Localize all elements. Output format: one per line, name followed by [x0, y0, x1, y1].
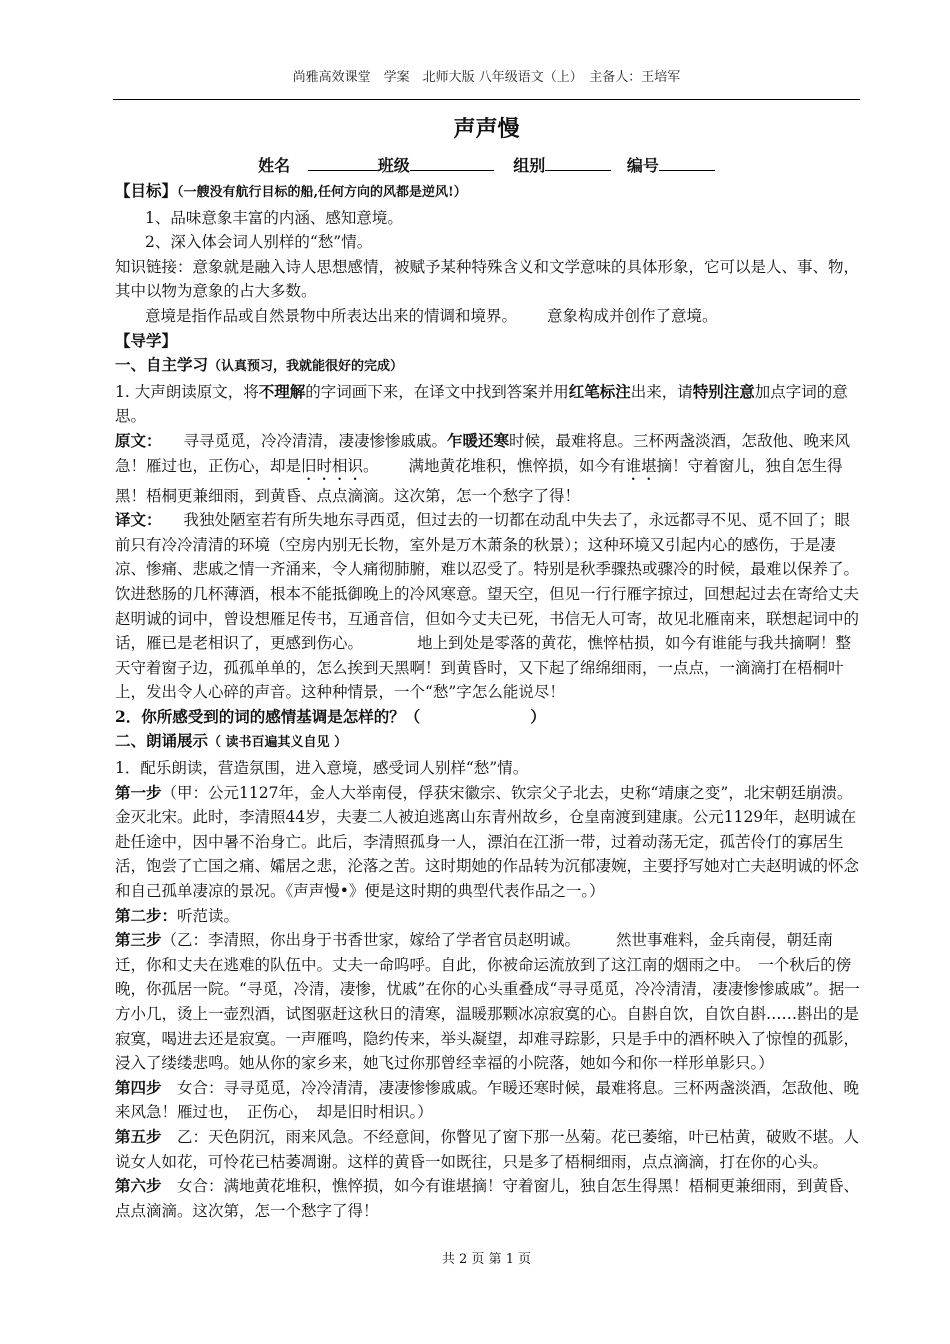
step-label: 第六步 — [115, 1176, 162, 1196]
step-6 — [115, 1174, 862, 1223]
poem-dotted: 旧时相识 — [301, 456, 364, 475]
page-title: 声声慢 — [453, 116, 520, 142]
step-5 — [115, 1125, 862, 1174]
q2-end: ） — [530, 706, 546, 726]
question-2 — [115, 705, 862, 730]
step-4 — [115, 1076, 862, 1125]
goal-item-2: 2、深入体会词人别样的“愁”情。 — [145, 233, 373, 252]
section1-heading — [115, 353, 862, 380]
section2-title: 二、朗诵展示 — [115, 731, 209, 751]
group-field[interactable] — [545, 156, 611, 171]
question-1 — [115, 380, 862, 429]
class-label: 班级 — [377, 156, 410, 175]
section1-note: （认真预习，我就能很好的完成） — [208, 359, 404, 375]
q1-emph: 不理解 — [258, 381, 306, 401]
name-field[interactable] — [308, 156, 378, 171]
number-label: 编号 — [626, 156, 659, 175]
goal-motto: （一艘没有航行目标的船,任何方向的风都是逆风!） — [177, 185, 467, 200]
step-1 — [115, 781, 862, 904]
page-header: 尚雅高效课堂 学案 北师大版 八年级语文（上） 主备人：王培军 — [292, 70, 681, 85]
name-label: 姓名 — [258, 156, 291, 175]
original-label: 原文： — [115, 430, 162, 450]
q1-part: 1. 大声朗读原文，将 — [115, 382, 259, 401]
step-text: 乙：天色阴沉，雨来风急。不经意间，你瞥见了窗下那一丛菊。花已萎缩，叶已枯黄，破败不堪。人说女人如花，可怜花已枯萎凋谢。这样的黄昏一如既往，只是多了梧桐细雨，点点滴滴，打在你的心头。 — [115, 1127, 860, 1171]
step-2 — [115, 904, 862, 929]
artistic-conception — [115, 304, 862, 329]
name-row — [113, 153, 860, 176]
step-label: 第二步： — [115, 905, 178, 925]
step-text: 然世事难料，金兵南侵，朝廷南迁，你和丈夫在逃难的队伍中。丈夫一命呜呼。自此，你被命运流放到了这江南的烟雨之中。 一个秋后的傍晚，你孤居一院。“寻觅，冷清，凄惨，忧戚”在你的心头重叠成“寻寻觅觅，冷冷清清，凄凄惨惨戚戚”。据一方小几，烫上一壶烈酒，试图驱赶这秋日的清寒，温暖那颗冰凉寂寞的心。自斟自饮，自饮自斟……斟出的是寂寞，喝进去还是寂寞。一声雁鸣，隐约传来，举头凝望，却难寻踪影，只是手中的酒杯映入了惊惶的孤影，浸入了缕缕悲鸣。她从你的家乡来，她飞过你那曾经幸福的小院落，她如今和你一样形单影只。） — [115, 931, 860, 1073]
poem-dotted: 谁堪 — [625, 456, 657, 475]
section2-heading — [115, 729, 862, 756]
guide-heading: 【导学】 — [115, 330, 178, 350]
artistic-text: 意境是指作品或自然景物中所表达出来的情调和境界。 — [145, 306, 518, 325]
q1-part: 加点字词的意思。 — [115, 382, 848, 426]
translation-part: 我独处陋室若有所失地东寻西觅，但过去的一切都在动乱中失去了，永远都寻不见、觅不回了；眼前只有冷冷清清的环境（空房内别无长物，室外是万木萧条的秋景）；这种环境又引起内心的感伤，于是凄凉、惨痛、悲戚之情一齐涌来，令人痛彻肺腑，难以忍受了。特别是秋季骤热或骤冷的时候，最难以保养了。饮进愁肠的几杯薄酒，根本不能抵御晚上的冷风寒意。望天空，但见一行行雁字掠过，回想起过去在寄给丈夫赵明诚的词中，曾设想雁足传书，互通音信，但如今丈夫已死，书信无人可寄，故见北雁南来，联想起词中的话，雁已是老相识了，更感到伤心。 — [115, 511, 860, 653]
poem-text: 摘！守着窗儿，独自怎生得黑！梧桐更兼细雨，到黄昏、点点滴滴。这次第，怎一个愁字了得！ — [115, 456, 843, 505]
poem-text: 时候，最难将息。三杯两盏淡酒，怎敌他、晚来风急！雁过也，正伤心，却是 — [115, 431, 851, 475]
step-text: 听范读。 — [177, 906, 240, 925]
goal-label: 【目标】 — [115, 181, 178, 200]
q1-emph: 红笔标注 — [568, 381, 631, 401]
step-text: 女合：寻寻觅觅，冷冷清清，凄凄惨惨戚戚。乍暖还寒时候，最难将息。三杯两盏淡酒，怎敌他、晚来风急！雁过也， 正伤心， 却是旧时相识。） — [115, 1078, 860, 1122]
number-field[interactable] — [659, 156, 715, 171]
poem-text: 。 — [363, 456, 379, 475]
reading-intro: 1．配乐朗读，营造氛围，进入意境，感受词人别样“愁”情。 — [115, 759, 529, 778]
class-field[interactable] — [410, 156, 494, 171]
artistic-text-2: 意象构成并创作了意境。 — [547, 306, 718, 325]
document-body — [115, 179, 862, 1223]
page-footer: 共 2 页 第 1 页 — [441, 1252, 532, 1267]
step-label: 第四步 — [115, 1077, 162, 1097]
poem-text: 满地黄花堆积，憔悴损，如今有 — [408, 456, 626, 475]
step-text: （乙：李清照，你出身于书香世家，嫁给了学者官员赵明诚。 — [161, 931, 581, 950]
section1-title: 一、自主学习 — [115, 355, 209, 375]
translation-text — [115, 508, 862, 705]
q1-part: 出来，请 — [630, 382, 693, 401]
poem-emph: 乍暖还寒 — [447, 430, 510, 450]
section2-note: （ 读书百遍其义自见 ） — [208, 735, 348, 751]
q1-emph: 特别注意 — [692, 381, 755, 401]
step-3 — [115, 928, 862, 1076]
translation-label: 译文： — [115, 510, 162, 530]
q2-text: 2．你所感受到的词的感情基调是怎样的？（ — [115, 706, 421, 726]
step-label: 第一步 — [115, 782, 162, 802]
goal-heading — [115, 179, 862, 206]
step-text: （甲：公元1127年，金人大举南侵，俘获宋徽宗、钦宗父子北去，史称“靖康之变”，北宋朝廷崩溃。金灭北宋。此时，李清照44岁，夫妻二人被迫逃离山东青州故乡，仓皇南渡到建康。公元1129年，赵明诚在赴任途中，因中暑不治身亡。此后，李清照孤身一人，漂泊在江浙一带，过着动荡无定，孤苦伶仃的寡居生活，饱尝了亡国之痛、孀居之悲，沦落之苦。这时期她的作品转为沉郁凄婉，主要抒写她对亡夫赵明诚的怀念和自己孤单凄凉的景况。《声声慢•》便是这时期的典型代表作品之一。） — [115, 783, 860, 901]
group-label: 组别 — [513, 156, 546, 175]
original-text — [115, 429, 862, 508]
translation-part: 地上到处是零落的黄花，憔悴枯损，如今有谁能与我共摘啊！整天守着窗子边，孤孤单单的，怎么挨到天黑啊！到黄昏时，又下起了绵绵细雨，一点点，一滴滴打在梧桐叶上，发出令人心碎的声音。这种种情景，一个“愁”字怎么能说尽！ — [115, 634, 852, 702]
q1-part: 的字词画下来，在译文中找到答案并用 — [305, 382, 569, 401]
step-label: 第五步 — [115, 1126, 162, 1146]
knowledge-link: 知识链接：意象就是融入诗人思想感情，被赋予某种特殊含义和文学意味的具体形象，它可以是人、事、物，其中以物为意象的占大多数。 — [115, 257, 860, 301]
step-label: 第三步 — [115, 930, 162, 950]
goal-item-1: 1、品味意象丰富的内涵、感知意境。 — [145, 208, 403, 227]
step-text: 女合：满地黄花堆积，憔悴损，如今有谁堪摘！守着窗儿，独自怎生得黑！梧桐更兼细雨，到黄昏、点点滴滴。这次第，怎一个愁字了得！ — [115, 1177, 860, 1220]
header-rule — [113, 99, 860, 100]
poem-text: 寻寻觅觅，冷冷清清，凄凄惨惨戚戚。 — [183, 431, 448, 450]
